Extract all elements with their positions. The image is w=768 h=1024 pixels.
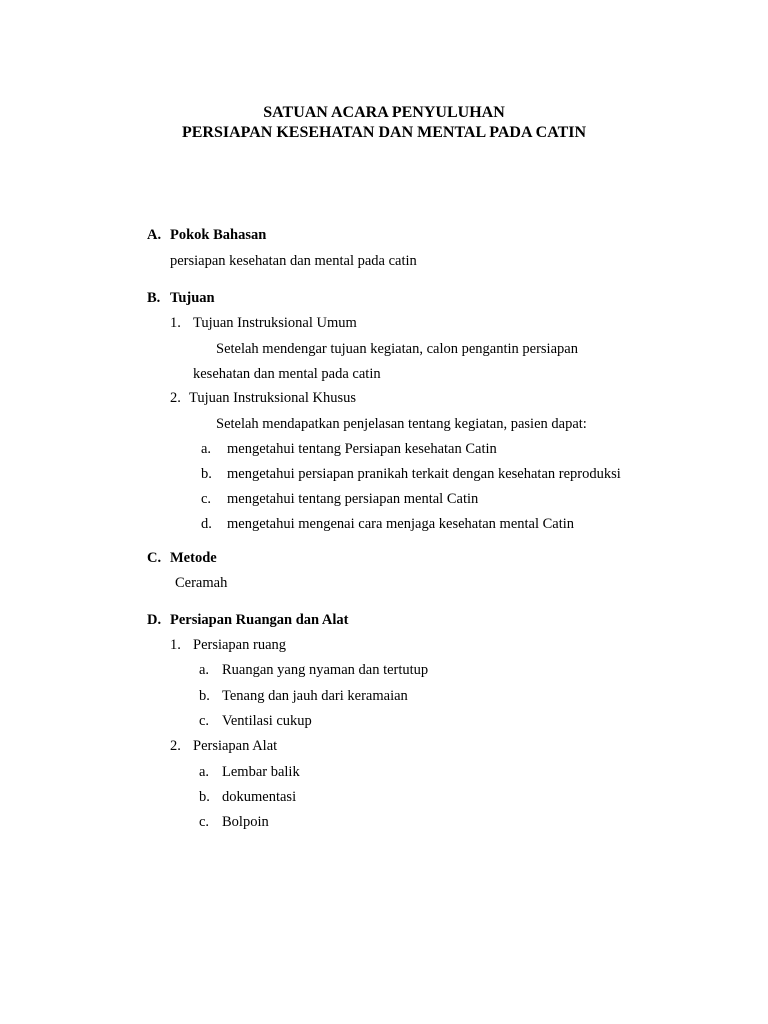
section-b-item1-number: 1. bbox=[170, 315, 181, 331]
section-b-item2-intro: Setelah mendapatkan penjelasan tentang kegiatan, pasien dapat: bbox=[216, 416, 587, 432]
section-b-item1-text-line1: Setelah mendengar tujuan kegiatan, calon pengantin persiapan bbox=[216, 341, 578, 357]
section-a-heading: Pokok Bahasan bbox=[170, 227, 267, 243]
list-item-text: Lembar balik bbox=[222, 764, 300, 780]
list-item-letter: a. bbox=[201, 441, 212, 457]
section-b-letter: B. bbox=[147, 290, 161, 306]
section-c-text: Ceramah bbox=[175, 575, 228, 591]
section-b-heading: Tujuan bbox=[170, 290, 215, 306]
list-item-letter: b. bbox=[201, 466, 212, 482]
section-a-letter: A. bbox=[147, 227, 162, 243]
section-d-letter: D. bbox=[147, 612, 162, 628]
section-a-text: persiapan kesehatan dan mental pada catin bbox=[170, 253, 417, 269]
section-d-item2-number: 2. bbox=[170, 738, 181, 754]
section-b-item1-text-line2: kesehatan dan mental pada catin bbox=[193, 366, 381, 382]
list-item-letter: d. bbox=[201, 516, 212, 532]
section-b-item1-title: Tujuan Instruksional Umum bbox=[193, 315, 357, 331]
section-d-item1-title: Persiapan ruang bbox=[193, 637, 287, 653]
section-d-item2-title: Persiapan Alat bbox=[193, 738, 278, 754]
list-item-letter: c. bbox=[199, 814, 210, 830]
list-item-text: Bolpoin bbox=[222, 814, 269, 830]
section-d-item1-number: 1. bbox=[170, 637, 181, 653]
list-item-text: mengetahui mengenai cara menjaga kesehatan mental Catin bbox=[227, 516, 575, 532]
document-title-line-2: PERSIAPAN KESEHATAN DAN MENTAL PADA CATIN bbox=[181, 124, 587, 141]
section-d-heading: Persiapan Ruangan dan Alat bbox=[170, 612, 349, 628]
list-item-text: Ruangan yang nyaman dan tertutup bbox=[222, 662, 429, 678]
list-item-text: mengetahui persiapan pranikah terkait dengan kesehatan reproduksi bbox=[227, 466, 621, 482]
list-item-text: mengetahui tentang Persiapan kesehatan Catin bbox=[227, 441, 497, 457]
list-item-text: Ventilasi cukup bbox=[222, 713, 312, 729]
document-title-line-1: SATUAN ACARA PENYULUHAN bbox=[263, 104, 505, 121]
list-item-letter: b. bbox=[199, 789, 210, 805]
list-item-letter: b. bbox=[199, 688, 210, 704]
list-item-text: Tenang dan jauh dari keramaian bbox=[222, 688, 408, 704]
section-c-letter: C. bbox=[147, 550, 162, 566]
list-item-letter: a. bbox=[199, 662, 210, 678]
list-item-letter: c. bbox=[199, 713, 210, 729]
list-item-letter: c. bbox=[201, 491, 212, 507]
section-c-heading: Metode bbox=[170, 550, 217, 566]
section-b-item2-title: Tujuan Instruksional Khusus bbox=[189, 390, 357, 406]
list-item-text: dokumentasi bbox=[222, 789, 297, 805]
section-b-item2-number: 2. bbox=[170, 390, 181, 406]
list-item-text: mengetahui tentang persiapan mental Catin bbox=[227, 491, 479, 507]
list-item-letter: a. bbox=[199, 764, 210, 780]
